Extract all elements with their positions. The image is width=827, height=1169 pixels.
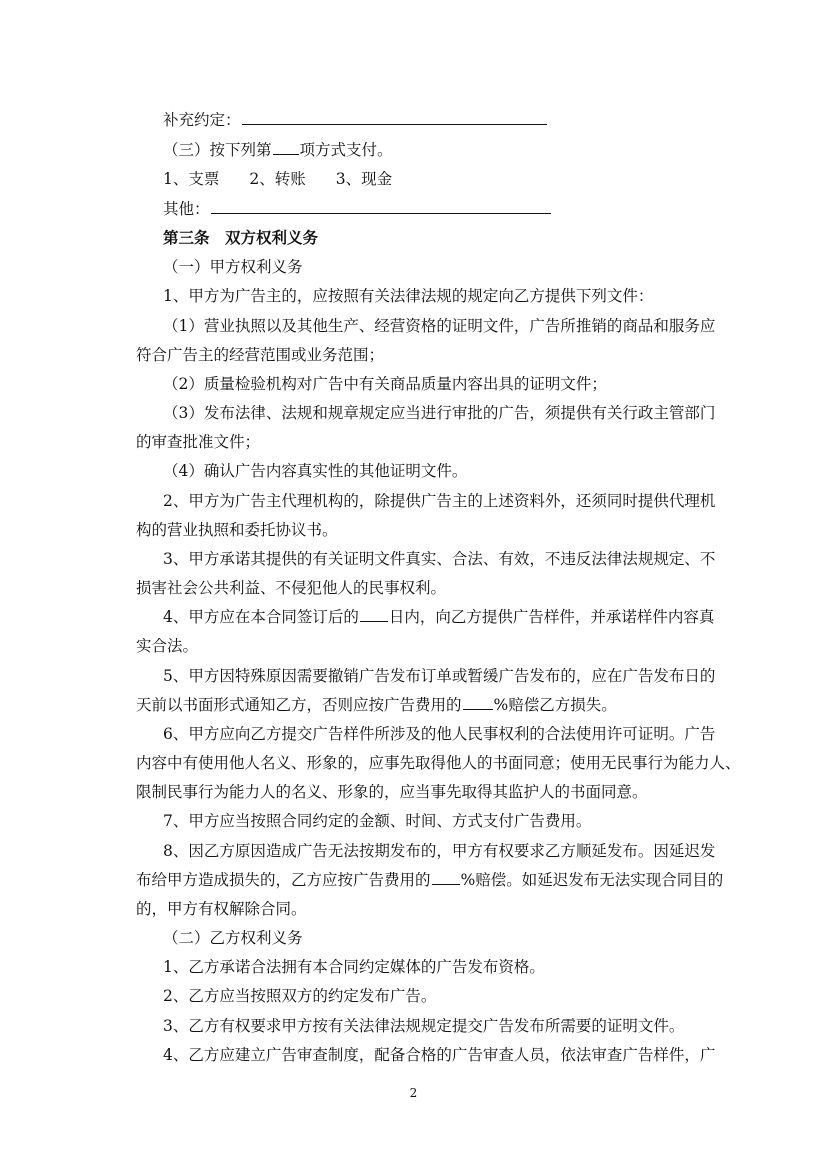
other-blank[interactable]: [211, 199, 551, 214]
party-b-heading: （二）乙方权利义务: [163, 929, 303, 947]
a4-line2: 实合法。: [136, 637, 199, 655]
payment-method-blank[interactable]: [273, 140, 299, 155]
payment-method-line: [163, 140, 723, 160]
other-label: 其他：: [163, 200, 210, 218]
a2-line1: 2、甲方为广告主代理机构的，除提供广告主的上述资料外，还须同时提供代理机: [163, 492, 716, 510]
other-line: [163, 199, 723, 219]
a2-line2: 构的营业执照和委托协议书。: [136, 521, 338, 539]
a7-text: 7、甲方应当按照合同约定的金额、时间、方式支付广告费用。: [163, 812, 592, 830]
payment-option-cash: 3、现金: [335, 170, 393, 188]
payment-option-cheque: 1、支票: [163, 170, 220, 188]
a8-percent-blank[interactable]: [432, 870, 460, 885]
a5-line1: 5、甲方因特殊原因需要撤销广告发布订单或暂缓广告发布的，应在广告发布日的: [163, 667, 716, 685]
a1-3-line2: 的审查批准文件；: [136, 433, 261, 451]
a4-prefix: 4、甲方应在本合同签订后的: [163, 608, 359, 626]
payment-options-line: [163, 169, 723, 189]
b2-text: 2、乙方应当按照双方的约定发布广告。: [163, 987, 437, 1005]
payment-method-suffix: 项方式支付。: [299, 141, 393, 159]
a8-line2: [136, 870, 724, 890]
supplement-label: 补充约定：: [163, 111, 241, 129]
b1-text: 1、乙方承诺合法拥有本合同约定媒体的广告发布资格。: [163, 958, 545, 976]
a5-prefix: 天前以书面形式通知乙方，否则应按广告费用的: [136, 696, 462, 714]
a1-3-line1: （3）发布法律、法规和规章规定应当进行审批的广告，须提供有关行政主管部门: [163, 404, 716, 422]
a4-suffix: 日内，向乙方提供广告样件，并承诺样件内容真: [388, 608, 715, 626]
a1-text: 1、甲方为广告主的，应按照有关法律法规的规定向乙方提供下列文件：: [163, 287, 654, 305]
b3-text: 3、乙方有权要求甲方按有关法律法规规定提交广告发布所需要的证明文件。: [163, 1017, 685, 1035]
a5-line2: [136, 695, 696, 715]
a6-line2: 内容中有使用他人名义、形象的，应事先取得他人的书面同意；使用无民事行为能力人、: [136, 754, 741, 772]
a8-line3: 的，甲方有权解除合同。: [136, 900, 307, 918]
a8-suffix: %赔偿。如延迟发布无法实现合同目的: [460, 871, 724, 889]
a8-prefix: 布给甲方造成损失的，乙方应按广告费用的: [136, 871, 431, 889]
a1-2-text: （2）质量检验机构对广告中有关商品质量内容出具的证明文件；: [163, 375, 607, 393]
a3-line2: 损害社会公共利益、不侵犯他人的民事权利。: [136, 579, 447, 597]
page-number: 2: [409, 1086, 418, 1100]
a4-line1: [163, 607, 723, 627]
b4-text: 4、乙方应建立广告审查制度，配备合格的广告审查人员，依法审查广告样件，广: [163, 1046, 716, 1064]
a5-suffix: %赔偿乙方损失。: [493, 696, 617, 714]
a3-line1: 3、甲方承诺其提供的有关证明文件真实、合法、有效，不违反法律法规规定、不: [163, 550, 716, 568]
supplement-blank[interactable]: [242, 110, 547, 125]
a1-4-text: （4）确认广告内容真实性的其他证明文件。: [163, 462, 468, 480]
a4-days-blank[interactable]: [360, 607, 388, 622]
a8-line1: 8、因乙方原因造成广告无法按期发布的，甲方有权要求乙方顺延发布。因延迟发: [163, 842, 716, 860]
a1-1-line2: 符合广告主的经营范围或业务范围；: [136, 346, 385, 364]
a6-line1: 6、甲方应向乙方提交广告样件所涉及的他人民事权利的合法使用许可证明。广告: [163, 725, 716, 743]
a6-line3: 限制民事行为能力人的名义、形象的，应当事先取得其监护人的书面同意。: [136, 783, 648, 801]
payment-option-transfer: 2、转账: [249, 170, 306, 188]
a1-1-line1: （1）营业执照以及其他生产、经营资格的证明文件，广告所推销的商品和服务应: [163, 317, 716, 335]
supplement-line: [163, 110, 723, 130]
party-a-heading: （一）甲方权利义务: [163, 258, 303, 276]
article3-title: 第三条 双方权利义务: [163, 228, 319, 247]
a5-percent-blank[interactable]: [463, 695, 493, 710]
payment-method-prefix: （三）按下列第: [163, 141, 272, 159]
